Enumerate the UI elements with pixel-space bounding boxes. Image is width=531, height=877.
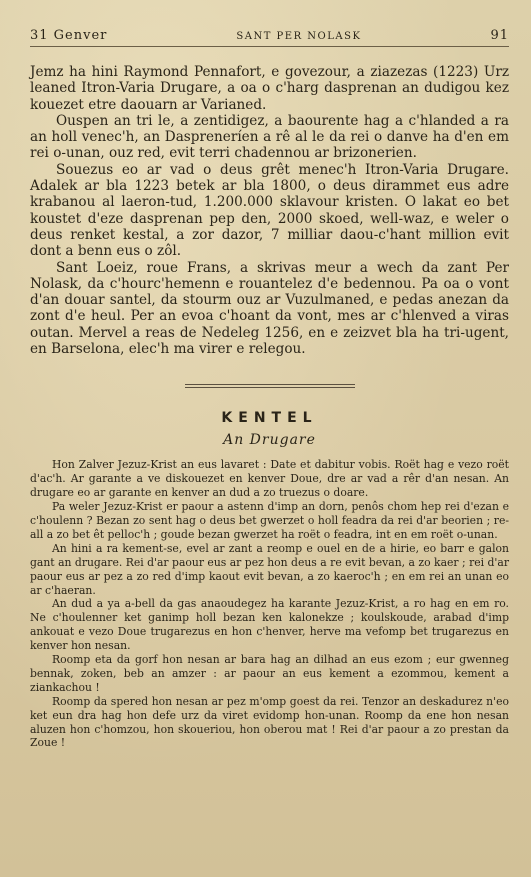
lesson-paragraph: An dud a ya a-bell da gas anaoudegez ha karante Jezuz-Krist, a ro hag en em ro. Ne c'houlenner ket ganimp holl bezan ken kalonekze ; koulskoude, arabad d'imp ankouat e vezo Doue trugarezus en hon c'henver, herve ma vefomp bet trugarezus en kenver hon nesan. [30,597,509,653]
paragraph: Ouspen an tri le, a zentidigez, a baourente hag a c'hlanded a ra an holl venec'h, an Daspreneríen a rê al le da rei o danve ha d'en em rei o-unan, ouz red, evit terri chadennou ar brizonerien. [30,112,509,162]
paragraph: Jemz ha hini Raymond Pennafort, e govezour, a ziazezas (1223) Urz leaned Itron-Varia Drugare, a oa o c'harg dasprenan an dudigou kez kouezet etre daouarn ar Varianed. [30,64,509,113]
paragraph: Sant Loeiz, roue Frans, a skrivas meur a wech da zant Per Nolask, da c'hourc'hemenn e rouantelez d'e bedennou. Pa oa o vont d'an douar santel, da stourm ouz ar Vuzulmaned, e pedas anezan da zont d'e heul. Per an evoa c'hoant da vont, mes ar c'hlenved a viras outan. Mervel a reas de Nedeleg 1256, en e zeizvet bla ha tri-ugent, en Barselona, elec'h ma virer e relegou. [30,259,509,358]
lesson-paragraph: Roomp eta da gorf hon nesan ar bara hag an dilhad an eus ezom ; eur gwenneg bennak, zoken, beb an amzer : ar paour an eus kement a ezommou, kement a ziankachou ! [30,653,509,694]
page-number: 91 [490,28,509,43]
lesson-paragraph: Roomp da spered hon nesan ar pez m'omp goest da rei. Tenzor an deskadurez n'eo ket eun dra hag hon defe urz da viret evidomp hon-unan. Roomp da ene hon nesan aluzen hon c'homzou, hon skoueriou, hon oberou mat ! Rei d'ar paour a zo prestan da Zoue ! [30,694,509,750]
lesson-paragraph: An hini a ra kement-se, evel ar zant a reomp e ouel en de a hirie, eo barr e galon gant an drugare. Rei d'ar paour eus ar pez hon deus a re evit bevan, a zo kaer ; rei d'ar paour eus ar pez a zo red d'imp kaout evit bevan, a zo kaeroc'h ; en em rei an unan eo ar c'haeran. [30,541,509,597]
lesson-text [30,458,509,750]
lesson-paragraph: Hon Zalver Jezuz-Krist an eus lavaret : Date et dabitur vobis. Roët hag e vezo roët d'ac'h. Ar garante a ve diskouezet en kenver Doue, dre ar vad a rêr d'an nesan. An drugare eo ar garante en kenver an dud a zo truezus o doare. [30,458,509,500]
section-heading: KENTEL [221,410,318,427]
header-date: 31 Genver [30,28,108,43]
running-header [30,28,509,47]
lesson-paragraph: Pa weler Jezuz-Krist er paour a astenn d'imp an dorn, penôs chom hep rei d'ezan e c'houlenn ? Bezan zo sent hag o deus bet gwerzet o holl feadra da rei d'ar beorien ; re-all a zo bet êt pelloc'h ; goude bezan gwerzet ha roët o feadra, int en em roët o-unan. [30,500,509,541]
main-text [30,64,509,357]
paragraph: Souezus eo ar vad o deus grêt menec'h Itron-Varia Drugare. Adalek ar bla 1223 betek ar bla 1800, o deus dirammet eus adre krabanou al laeron-tud, 1.200.000 sklavour kristen. O lakat eo bet koustet d'eze dasprenan pep den, 2000 skoed, well-waz, e weler o deus renket kestal, a zor dazor, 7 milliar daou-c'hant million evit dont a benn eus o zôl. [30,161,509,260]
section-divider [185,384,355,388]
header-title: SANT PER NOLASK [236,31,362,42]
section-subtitle: An Drugare [223,432,316,449]
